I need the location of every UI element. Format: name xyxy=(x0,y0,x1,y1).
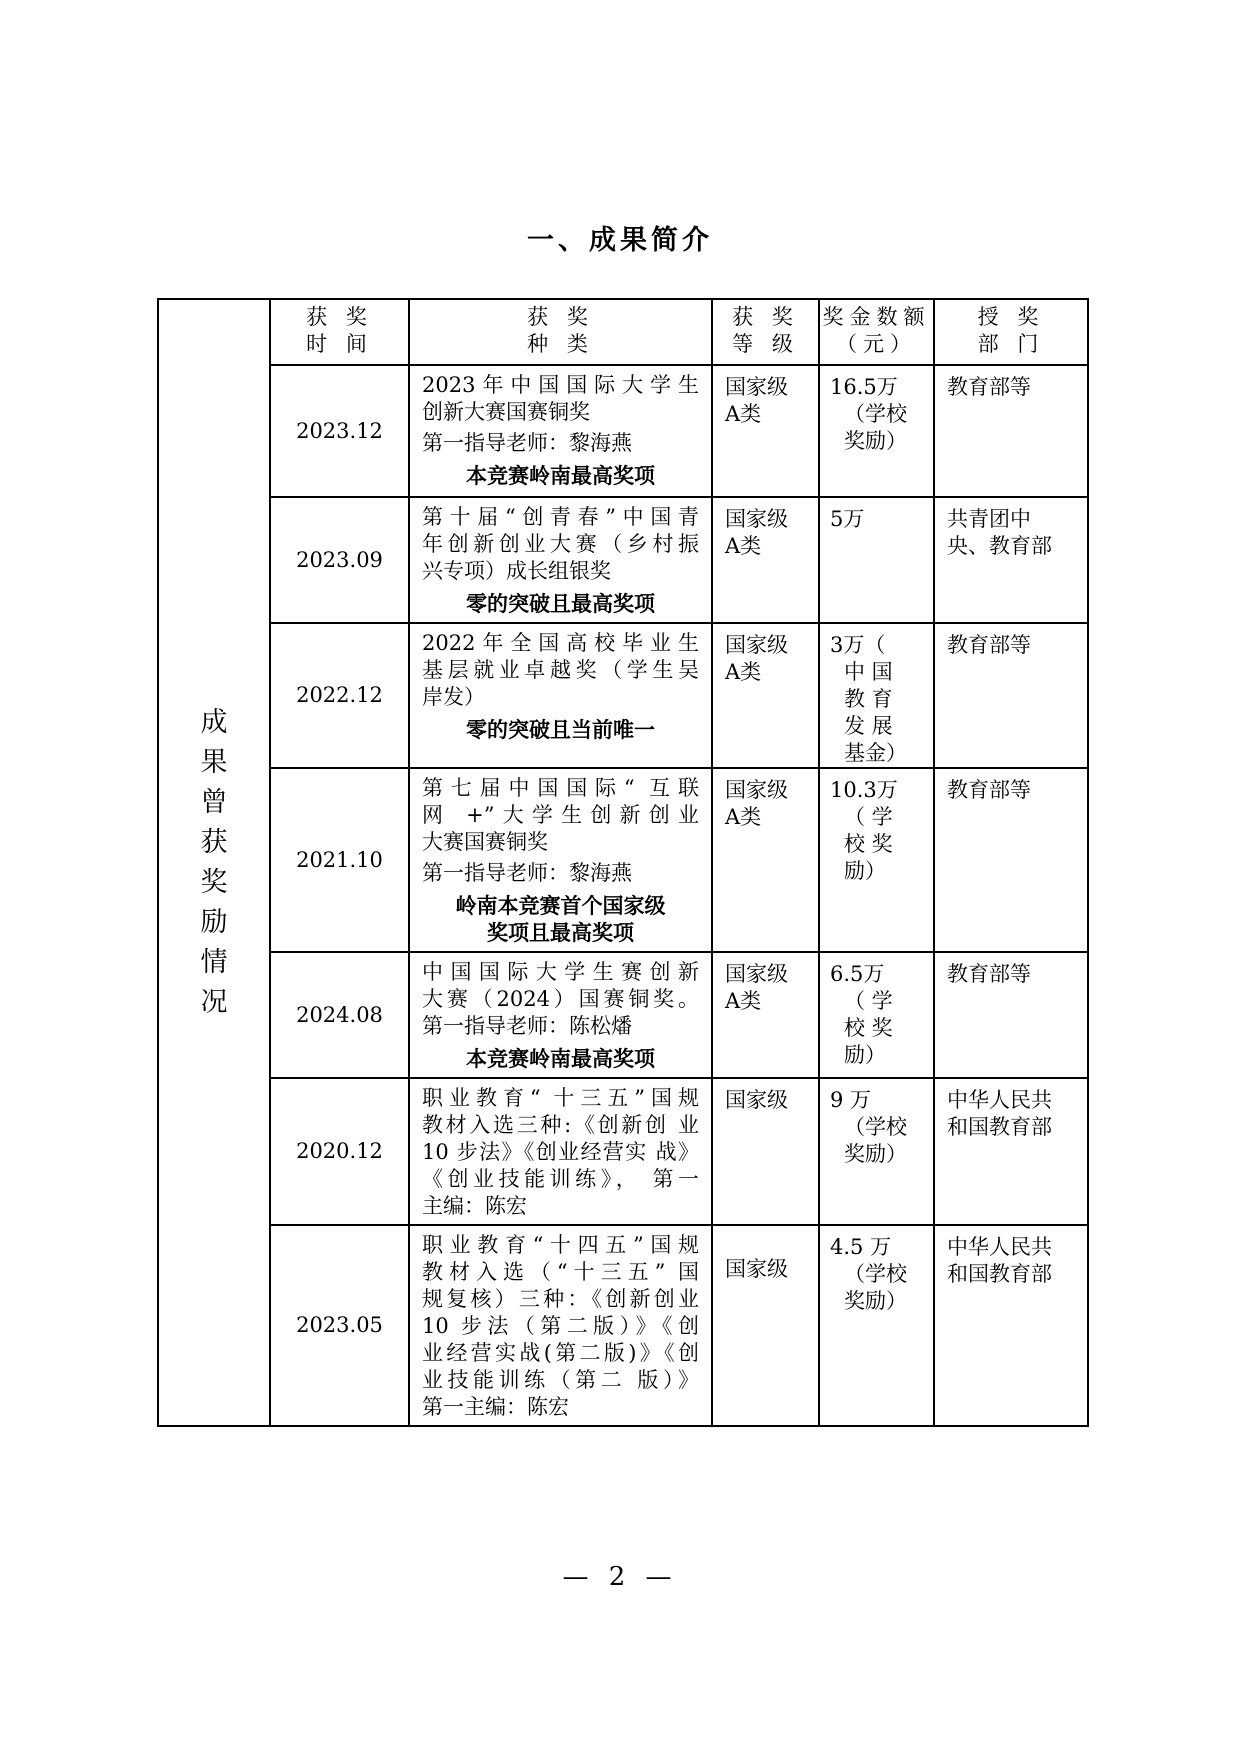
award-department xyxy=(934,365,1088,497)
prize-amount-line: 5万 xyxy=(830,507,865,531)
award-level xyxy=(712,1078,819,1225)
side-label-char: 励 xyxy=(200,906,228,938)
side-label-char: 获 xyxy=(200,826,228,858)
header-text: 部 门 xyxy=(977,332,1045,356)
award-type-line: 大赛（2024）国赛铜奖。 xyxy=(422,987,699,1011)
award-level xyxy=(712,952,819,1078)
award-type-line: 主编：陈宏 xyxy=(422,1194,527,1218)
award-date: 2023.05 xyxy=(270,1225,409,1426)
advisor-text: 第一指导老师：黎海燕 xyxy=(422,431,632,455)
award-date: 2023.12 xyxy=(270,365,409,497)
prize-amount-line: （学校 xyxy=(844,1262,907,1286)
award-type-line: 第一主编：陈宏 xyxy=(422,1395,569,1419)
highlight-text: 奖项且最高奖项 xyxy=(487,921,634,945)
table-row xyxy=(158,623,1088,768)
award-department-line: 共青团中 xyxy=(947,507,1031,531)
award-department-line: 和国教育部 xyxy=(947,1115,1052,1139)
header-prize-amount xyxy=(819,299,934,365)
award-type xyxy=(409,497,712,623)
prize-amount xyxy=(819,1078,934,1225)
award-level xyxy=(712,1225,819,1426)
award-level xyxy=(712,365,819,497)
award-department-line: 中华人民共 xyxy=(947,1235,1052,1259)
header-text: 奖金数额 xyxy=(822,305,931,329)
award-type-line: 第十届“创青春”中国青 xyxy=(422,505,699,529)
award-level-line: 国家级 xyxy=(725,778,788,802)
award-type-line: 2023年中国国际大学生 xyxy=(422,373,699,397)
header-text: 等 级 xyxy=(732,332,799,356)
side-label-char: 情 xyxy=(200,946,228,978)
prize-amount-line: 16.5万 xyxy=(830,375,898,399)
award-level-line: 国家级 xyxy=(725,633,788,657)
table-row xyxy=(158,1078,1088,1225)
header-text: 时 间 xyxy=(306,332,373,356)
table-row xyxy=(158,365,1088,497)
award-level xyxy=(712,768,819,952)
award-department-line: 教育部等 xyxy=(947,962,1031,986)
award-department xyxy=(934,497,1088,623)
prize-amount-line: 6.5万 xyxy=(830,962,885,986)
award-type-line: 基层就业卓越奖（学生吴 xyxy=(422,658,699,682)
award-level-line: 国家级 xyxy=(725,962,788,986)
header-award-department xyxy=(934,299,1088,365)
highlight-text: 零的突破且最高奖项 xyxy=(466,592,655,616)
prize-amount-line: （ 学 xyxy=(844,805,893,829)
award-type xyxy=(409,623,712,768)
award-type-line: 网 +”大学生创新创业 xyxy=(422,803,699,827)
prize-amount xyxy=(819,952,934,1078)
award-type-line: 年创新创业大赛（乡村振 xyxy=(422,532,699,556)
award-type-line: 10 步法》《创业经营实 战》 xyxy=(422,1140,699,1164)
award-type-line: 中国国际大学生赛创新 xyxy=(422,960,699,984)
prize-amount-line: 中 国 xyxy=(844,660,893,684)
table-row xyxy=(158,952,1088,1078)
page-number: — 2 — xyxy=(562,1562,678,1592)
award-level-line: A类 xyxy=(725,660,762,684)
award-level-line: A类 xyxy=(725,534,762,558)
award-type-line: 2022年全国高校毕业生 xyxy=(422,631,699,655)
award-date: 2021.10 xyxy=(270,768,409,952)
prize-amount-line: 励） xyxy=(844,1043,886,1067)
award-type-line: 《创业技能训练》， 第一 xyxy=(422,1167,699,1191)
prize-amount-line: 奖励） xyxy=(844,1142,907,1166)
header-text: 获 奖 xyxy=(527,305,594,329)
prize-amount xyxy=(819,365,934,497)
award-level-line: A类 xyxy=(725,805,762,829)
prize-amount-line: （ 学 xyxy=(844,989,893,1013)
award-department xyxy=(934,768,1088,952)
award-type xyxy=(409,1225,712,1426)
prize-amount-line: 校 奖 xyxy=(844,832,893,856)
award-department xyxy=(934,623,1088,768)
header-text: 授 奖 xyxy=(977,305,1045,329)
award-date: 2020.12 xyxy=(270,1078,409,1225)
award-department xyxy=(934,1225,1088,1426)
award-type-line: 规复核）三种：《创新创业 xyxy=(422,1287,699,1311)
award-department xyxy=(934,1078,1088,1225)
award-type-line: 岸发） xyxy=(422,685,485,709)
award-department-line: 教育部等 xyxy=(947,375,1031,399)
prize-amount-line: 9 万 xyxy=(830,1088,872,1112)
prize-amount-line: 基金） xyxy=(844,741,907,765)
award-date: 2024.08 xyxy=(270,952,409,1078)
header-award-level xyxy=(712,299,819,365)
award-type-line: 职业教育“ 十三五”国规 xyxy=(422,1086,699,1110)
prize-amount xyxy=(819,768,934,952)
prize-amount-line: 4.5 万 xyxy=(830,1235,892,1259)
prize-amount-line: 发 展 xyxy=(844,714,893,738)
award-type-line: 大赛国赛铜奖 xyxy=(422,830,548,854)
page-title: 一、成果简介 xyxy=(527,225,713,256)
prize-amount-line: 校 奖 xyxy=(844,1016,893,1040)
award-type-line: 业经营实战(第二版)》《创 xyxy=(422,1341,699,1365)
award-department-line: 央、教育部 xyxy=(947,534,1052,558)
side-label-cell xyxy=(158,299,270,1426)
award-department xyxy=(934,952,1088,1078)
header-row xyxy=(158,299,1088,365)
advisor-text: 第一指导老师：黎海燕 xyxy=(422,861,632,885)
prize-amount-line: 3万（ xyxy=(830,633,886,657)
side-label-char: 果 xyxy=(200,746,228,778)
side-label-char: 况 xyxy=(200,986,228,1018)
table-row xyxy=(158,1225,1088,1426)
award-department-line: 教育部等 xyxy=(947,778,1031,802)
award-type-line: 10 步法（第二版）》《创 xyxy=(422,1314,699,1338)
award-type xyxy=(409,1078,712,1225)
header-text: 获 奖 xyxy=(732,305,799,329)
award-type xyxy=(409,952,712,1078)
prize-amount xyxy=(819,497,934,623)
award-type-line: 教材入选三种:《创新创 业 xyxy=(422,1113,699,1137)
prize-amount-line: 10.3万 xyxy=(830,778,898,802)
award-date: 2023.09 xyxy=(270,497,409,623)
award-date: 2022.12 xyxy=(270,623,409,768)
highlight-text: 本竞赛岭南最高奖项 xyxy=(466,1047,655,1071)
award-level-line: A类 xyxy=(725,402,762,426)
award-department-line: 和国教育部 xyxy=(947,1262,1052,1286)
table-row xyxy=(158,497,1088,623)
highlight-text: 岭南本竞赛首个国家级 xyxy=(455,894,666,918)
award-type xyxy=(409,365,712,497)
prize-amount-line: 教 育 xyxy=(844,687,893,711)
award-level xyxy=(712,497,819,623)
award-level-line: 国家级 xyxy=(725,1088,788,1112)
award-type-line: 第一指导老师：陈松燔 xyxy=(422,1014,632,1038)
prize-amount xyxy=(819,623,934,768)
award-type-line: 教材入选（“十三五” 国 xyxy=(422,1260,699,1284)
award-level-line xyxy=(725,1234,808,1256)
prize-amount xyxy=(819,1225,934,1426)
prize-amount-line: 奖励） xyxy=(844,429,907,453)
award-type-line: 第七届中国国际“ 互联 xyxy=(422,776,699,800)
award-type-line: 创新大赛国赛铜奖 xyxy=(422,400,590,424)
header-award-type xyxy=(409,299,712,365)
header-text: （元） xyxy=(836,332,917,356)
highlight-text: 本竞赛岭南最高奖项 xyxy=(466,464,655,488)
header-text: 获 奖 xyxy=(306,305,373,329)
award-type xyxy=(409,768,712,952)
side-label-char: 成 xyxy=(200,706,228,738)
award-level xyxy=(712,623,819,768)
award-department-line: 教育部等 xyxy=(947,633,1031,657)
award-type-line: 业技能训练（第二 版）》 xyxy=(422,1368,699,1392)
awards-table xyxy=(157,298,1089,1427)
prize-amount-line: 励） xyxy=(844,859,886,883)
prize-amount-line: （学校 xyxy=(844,402,907,426)
header-award-time xyxy=(270,299,409,365)
award-type-line: 职业教育“十四五”国规 xyxy=(422,1233,699,1257)
header-text: 种 类 xyxy=(527,332,594,356)
award-department-line: 中华人民共 xyxy=(947,1088,1052,1112)
side-label-char: 曾 xyxy=(200,786,228,818)
award-level-line: A类 xyxy=(725,989,762,1013)
award-type-line: 兴专项）成长组银奖 xyxy=(422,559,611,583)
award-level-line: 国家级 xyxy=(725,507,788,531)
award-level-line: 国家级 xyxy=(725,375,788,399)
prize-amount-line: 奖励） xyxy=(844,1289,907,1313)
table-row xyxy=(158,768,1088,952)
side-label-char: 奖 xyxy=(200,866,228,898)
award-level-line: 国家级 xyxy=(725,1257,788,1281)
highlight-text: 零的突破且当前唯一 xyxy=(466,718,655,742)
prize-amount-line: （学校 xyxy=(844,1115,907,1139)
